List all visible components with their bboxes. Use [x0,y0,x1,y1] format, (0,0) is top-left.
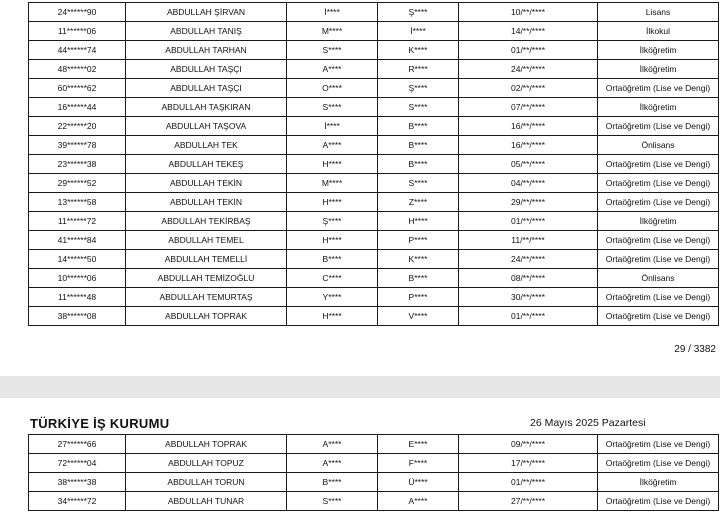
full-name-cell: ABDULLAH TORUN [126,473,287,492]
masked-birth-date-cell: 11/**/**** [459,231,598,250]
full-name-cell: ABDULLAH TEKİN [126,193,287,212]
masked-birth-date-cell: 10/**/**** [459,3,598,22]
education-level-cell: İlkokul [598,22,719,41]
education-level-cell: İlköğretim [598,473,719,492]
masked-id-cell: 48******02 [29,60,126,79]
table-row [29,454,719,473]
masked-birth-date-cell: 01/**/**** [459,212,598,231]
masked-mother-name-cell: B**** [378,269,459,288]
applicant-table [28,434,719,511]
masked-father-name-cell: S**** [287,98,378,117]
masked-mother-name-cell: F**** [378,454,459,473]
table-row [29,492,719,511]
masked-birth-date-cell: 01/**/**** [459,41,598,60]
masked-birth-date-cell: 24/**/**** [459,60,598,79]
table-row [29,3,719,22]
masked-father-name-cell: H**** [287,155,378,174]
masked-father-name-cell: İ**** [287,117,378,136]
masked-id-cell: 60******62 [29,79,126,98]
table-row [29,435,719,454]
table-row [29,288,719,307]
masked-father-name-cell: Y**** [287,288,378,307]
document-date: 26 Mayıs 2025 Pazartesi [530,417,646,429]
table-row [29,98,719,117]
masked-mother-name-cell: S**** [378,174,459,193]
masked-mother-name-cell: V**** [378,307,459,326]
table-row [29,307,719,326]
masked-id-cell: 72******04 [29,454,126,473]
masked-mother-name-cell: İ**** [378,22,459,41]
education-level-cell: İlköğretim [598,98,719,117]
full-name-cell: ABDULLAH TEK [126,136,287,155]
education-level-cell: Ortaöğretim (Lise ve Dengi) [598,79,719,98]
masked-father-name-cell: H**** [287,193,378,212]
masked-birth-date-cell: 30/**/**** [459,288,598,307]
masked-mother-name-cell: K**** [378,41,459,60]
applicant-table-body [29,435,719,511]
masked-mother-name-cell: Ü**** [378,473,459,492]
full-name-cell: ABDULLAH TEKİRBAŞ [126,212,287,231]
table-row [29,231,719,250]
masked-mother-name-cell: E**** [378,435,459,454]
masked-father-name-cell: A**** [287,454,378,473]
masked-id-cell: 24******90 [29,3,126,22]
masked-father-name-cell: Ş**** [287,212,378,231]
table-row [29,155,719,174]
masked-father-name-cell: S**** [287,41,378,60]
masked-birth-date-cell: 17/**/**** [459,454,598,473]
masked-id-cell: 13******58 [29,193,126,212]
masked-father-name-cell: O**** [287,79,378,98]
table-row [29,174,719,193]
masked-id-cell: 14******50 [29,250,126,269]
masked-birth-date-cell: 16/**/**** [459,136,598,155]
full-name-cell: ABDULLAH TAŞOVA [126,117,287,136]
full-name-cell: ABDULLAH TEMELLİ [126,250,287,269]
masked-id-cell: 38******38 [29,473,126,492]
table-row [29,193,719,212]
education-level-cell: Önlisans [598,269,719,288]
masked-id-cell: 11******72 [29,212,126,231]
education-level-cell: Ortaöğretim (Lise ve Dengi) [598,250,719,269]
masked-id-cell: 39******78 [29,136,126,155]
masked-id-cell: 11******48 [29,288,126,307]
masked-father-name-cell: A**** [287,60,378,79]
masked-mother-name-cell: A**** [378,492,459,511]
full-name-cell: ABDULLAH TEMİZOĞLU [126,269,287,288]
table-row [29,269,719,288]
education-level-cell: İlköğretim [598,41,719,60]
full-name-cell: ABDULLAH TANIŞ [126,22,287,41]
masked-mother-name-cell: B**** [378,155,459,174]
education-level-cell: Ortaöğretim (Lise ve Dengi) [598,174,719,193]
masked-mother-name-cell: B**** [378,136,459,155]
masked-birth-date-cell: 02/**/**** [459,79,598,98]
masked-mother-name-cell: Ş**** [378,79,459,98]
masked-father-name-cell: A**** [287,435,378,454]
education-level-cell: Ortaöğretim (Lise ve Dengi) [598,492,719,511]
education-level-cell: Ortaöğretim (Lise ve Dengi) [598,435,719,454]
masked-birth-date-cell: 24/**/**** [459,250,598,269]
masked-mother-name-cell: K**** [378,250,459,269]
masked-mother-name-cell: B**** [378,117,459,136]
table-row [29,212,719,231]
masked-birth-date-cell: 09/**/**** [459,435,598,454]
education-level-cell: Ortaöğretim (Lise ve Dengi) [598,454,719,473]
masked-father-name-cell: M**** [287,22,378,41]
masked-id-cell: 44******74 [29,41,126,60]
education-level-cell: Ortaöğretim (Lise ve Dengi) [598,231,719,250]
education-level-cell: Ortaöğretim (Lise ve Dengi) [598,288,719,307]
table-row [29,117,719,136]
applicant-table [28,2,719,326]
masked-father-name-cell: M**** [287,174,378,193]
page-separator [0,376,720,398]
education-level-cell: Ortaöğretim (Lise ve Dengi) [598,307,719,326]
education-level-cell: Ortaöğretim (Lise ve Dengi) [598,117,719,136]
education-level-cell: İlköğretim [598,212,719,231]
masked-birth-date-cell: 29/**/**** [459,193,598,212]
full-name-cell: ABDULLAH TARHAN [126,41,287,60]
masked-birth-date-cell: 27/**/**** [459,492,598,511]
masked-id-cell: 11******06 [29,22,126,41]
applicant-table-body [29,3,719,326]
masked-id-cell: 16******44 [29,98,126,117]
masked-mother-name-cell: S**** [378,98,459,117]
table-row [29,136,719,155]
page-number: 29 / 3382 [674,344,716,355]
masked-father-name-cell: H**** [287,307,378,326]
full-name-cell: ABDULLAH TOPUZ [126,454,287,473]
masked-id-cell: 22******20 [29,117,126,136]
masked-id-cell: 10******06 [29,269,126,288]
masked-mother-name-cell: Ş**** [378,3,459,22]
masked-mother-name-cell: H**** [378,212,459,231]
table-row [29,250,719,269]
masked-birth-date-cell: 16/**/**** [459,117,598,136]
masked-father-name-cell: C**** [287,269,378,288]
full-name-cell: ABDULLAH TOPRAK [126,307,287,326]
masked-id-cell: 29******52 [29,174,126,193]
masked-birth-date-cell: 04/**/**** [459,174,598,193]
full-name-cell: ABDULLAH TEKİN [126,174,287,193]
masked-birth-date-cell: 05/**/**** [459,155,598,174]
table-row [29,60,719,79]
masked-father-name-cell: B**** [287,473,378,492]
masked-id-cell: 41******84 [29,231,126,250]
masked-birth-date-cell: 14/**/**** [459,22,598,41]
full-name-cell: ABDULLAH TUNAR [126,492,287,511]
full-name-cell: ABDULLAH ŞİRVAN [126,3,287,22]
masked-id-cell: 23******38 [29,155,126,174]
education-level-cell: Ortaöğretim (Lise ve Dengi) [598,155,719,174]
education-level-cell: Lisans [598,3,719,22]
organization-title: TÜRKİYE İŞ KURUMU [30,416,170,431]
education-level-cell: Önlisans [598,136,719,155]
full-name-cell: ABDULLAH TEMURTAŞ [126,288,287,307]
masked-birth-date-cell: 07/**/**** [459,98,598,117]
full-name-cell: ABDULLAH TOPRAK [126,435,287,454]
masked-father-name-cell: H**** [287,231,378,250]
masked-birth-date-cell: 08/**/**** [459,269,598,288]
masked-mother-name-cell: P**** [378,288,459,307]
table-row [29,41,719,60]
table-row [29,22,719,41]
masked-id-cell: 34******72 [29,492,126,511]
masked-father-name-cell: İ**** [287,3,378,22]
masked-father-name-cell: A**** [287,136,378,155]
document-page-lower [0,398,720,512]
masked-birth-date-cell: 01/**/**** [459,307,598,326]
masked-father-name-cell: S**** [287,492,378,511]
education-level-cell: İlköğretim [598,60,719,79]
masked-mother-name-cell: P**** [378,231,459,250]
masked-id-cell: 27******66 [29,435,126,454]
masked-mother-name-cell: R**** [378,60,459,79]
full-name-cell: ABDULLAH TAŞÇI [126,79,287,98]
table-row [29,79,719,98]
masked-mother-name-cell: Z**** [378,193,459,212]
table-row [29,473,719,492]
full-name-cell: ABDULLAH TAŞÇI [126,60,287,79]
masked-birth-date-cell: 01/**/**** [459,473,598,492]
full-name-cell: ABDULLAH TAŞKIRAN [126,98,287,117]
full-name-cell: ABDULLAH TEMEL [126,231,287,250]
masked-father-name-cell: B**** [287,250,378,269]
education-level-cell: Ortaöğretim (Lise ve Dengi) [598,193,719,212]
masked-id-cell: 38******08 [29,307,126,326]
full-name-cell: ABDULLAH TEKEŞ [126,155,287,174]
